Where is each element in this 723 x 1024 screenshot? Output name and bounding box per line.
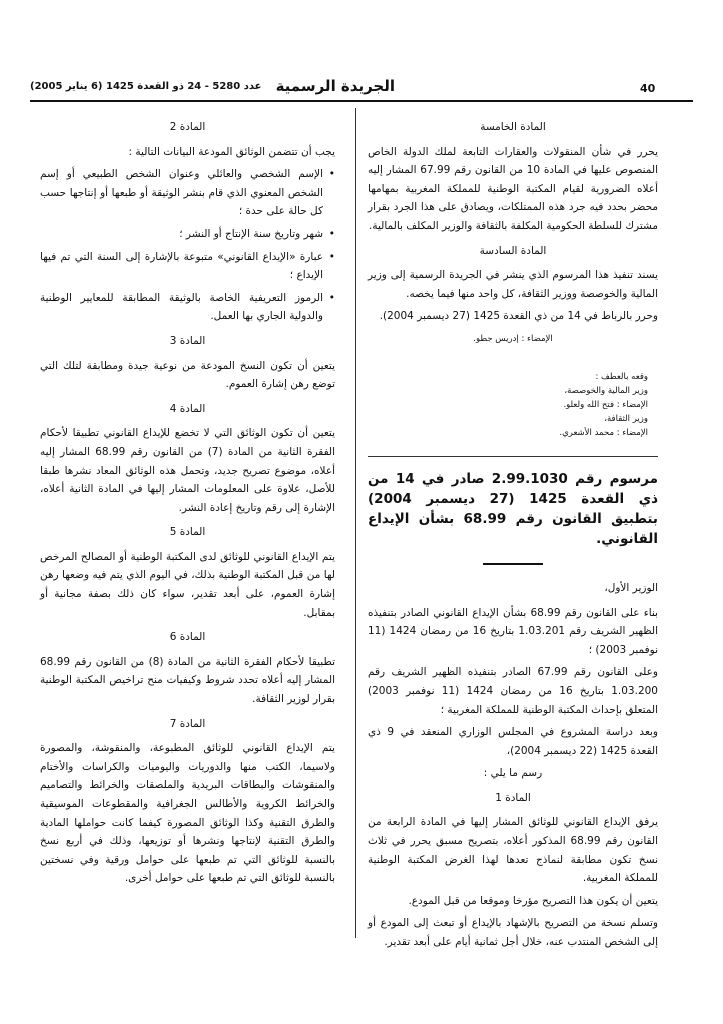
preamble-paragraph: بناء على القانون رقم 68.99 بشأن الإيداع القانوني الصادر بتنفيذه الظهير الشريف رقم 1.03.201 بتاريخ 16 من رمضان 1424 (11 نوفمبر 2003) ؛ bbox=[368, 606, 658, 656]
article-text: يتعين أن يكون هذا التصريح مؤرخا وموقعا من قبل المودع. bbox=[408, 894, 658, 907]
decree-title: مرسوم رقم 2.99.1030 صادر في 14 من ذي القعدة 1425 (27 ديسمبر 2004) بتطبيق القانون رقم 68.99 بشأن الإيداع القانوني. bbox=[368, 470, 658, 547]
article-heading: المادة 3 bbox=[169, 334, 206, 347]
list-item: • الإسم الشخصي والعائلي وعنوان الشخص الطبيعي أو إسم الشخص المعنوي الذي قام بنشر الوثيقة أو طبعها أو إنتاجها حسب كل حالة على حدة ؛ bbox=[40, 165, 323, 221]
article-heading: المادة 5 bbox=[169, 526, 206, 539]
article-heading: المادة السادسة bbox=[479, 244, 547, 257]
right-column bbox=[368, 112, 658, 956]
signature: الإمضاء : إدريس جطو. bbox=[473, 333, 553, 344]
page-number: 40 bbox=[640, 82, 656, 95]
title-rule bbox=[483, 563, 543, 565]
list-item: • شهر وتاريخ سنة الإنتاج أو النشر ؛ bbox=[40, 225, 323, 244]
article-heading: المادة 2 bbox=[169, 121, 206, 133]
countersign-block bbox=[368, 370, 658, 440]
article-heading: المادة 7 bbox=[169, 717, 206, 730]
preamble-paragraph: وعلى القانون رقم 67.99 الصادر بتنفيذه الظهير الشريف رقم 1.03.200 بتاريخ 16 من رمضان 1424 (11 نوفمبر 2003) المتعلق بإحداث المكتبة الوطنية للمملكة المغربية ؛ bbox=[368, 666, 658, 716]
journal-title: الجريدة الرسمية bbox=[275, 77, 395, 95]
decrees-line: رسم ما يلي : bbox=[483, 767, 543, 780]
article-heading: المادة الخامسة bbox=[480, 121, 546, 133]
article-list bbox=[40, 165, 335, 326]
dated-line: وحرر بالرباط في 14 من ذي القعدة 1425 (27 ديسمبر 2004). bbox=[379, 310, 658, 323]
article-heading: المادة 4 bbox=[169, 402, 206, 415]
section-separator bbox=[368, 456, 658, 457]
issue-line: عدد 5280 - 24 ذو القعدة 1425 (6 يناير 2005) bbox=[30, 81, 262, 92]
countersign-line: وقعه بالعطف : bbox=[595, 371, 648, 382]
list-item: • عبارة «الإيداع القانوني» متبوعة بالإشارة إلى السنة التي تم فيها الإيداع ؛ bbox=[40, 248, 323, 285]
column-divider bbox=[355, 108, 356, 938]
countersign-line: وزير المالية والخوصصة، bbox=[564, 385, 648, 396]
article-text: يتم الإيداع القانوني للوثائق لدى المكتبة الوطنية أو المصالح المرخص لها من قبل المكتبة الوطنية بذلك، في اليوم الذي يتم فيه وضعها رهن إشارة العموم، على أبعد تقدير، سواء كان ذلك بصفة مجانية أو بمقابل. bbox=[40, 550, 335, 619]
article-text: يجب أن تتضمن الوثائق المودعة البيانات التالية : bbox=[128, 145, 335, 158]
header-rule bbox=[30, 100, 693, 102]
article-text: يسند تنفيذ هذا المرسوم الذي ينشر في الجريدة الرسمية إلى وزير المالية والخوصصة ووزير الثقافة، كل واحد منها فيما يخصه. bbox=[368, 269, 658, 300]
article-text: تطبيقا لأحكام الفقرة الثانية من المادة (8) من القانون رقم 68.99 المشار إليه أعلاه تحدد شروط وكيفيات منح تراخيص المكتبة الوطنية بقرار لوزير الثقافة. bbox=[40, 655, 336, 706]
countersign-line: وزير الثقافة، bbox=[604, 413, 648, 424]
list-item: • الرموز التعريفية الخاصة بالوثيقة المطابقة للمعايير الوطنية والدولية الجاري بها العمل. bbox=[40, 289, 323, 326]
left-column bbox=[40, 112, 335, 892]
article-text: يرفق الإيداع القانوني للوثائق المشار إليها في المادة الرابعة من القانون رقم 68.99 المذكور أعلاه، بتصريح مسبق يحرر في ثلاث نسخ تكون مطابقة لنماذج تعدها لهذا الغرض المكتبة الوطنية للمملكة المغربية. bbox=[368, 816, 658, 885]
countersign-line: الإمضاء : فتح الله ولعلو. bbox=[563, 399, 648, 410]
article-text: وتسلم نسخة من التصريح بالإشهاد بالإيداع أو تبعث إلى المودع أو إلى الشخص المنتدب عنه، خلال أجل ثمانية أيام على أبعد تقدير. bbox=[368, 917, 658, 949]
article-text: يتعين أن تكون الوثائق التي لا تخضع للإيداع القانوني تطبيقا لأحكام الفقرة الثانية من المادة (7) من القانون رقم 68.99 المشار إليه أعلاه، موضوع تصريح جديد، وتحمل هذه الوثائق المعاد نشرها طبقا للأصل، علاوة على المعلومات المشار إليها في المادة الثانية أعلاه، الإشارة إلى رقم وتاريخ إعادة النشر. bbox=[40, 427, 336, 514]
article-heading: المادة 6 bbox=[169, 631, 206, 644]
article-text: يحرر في شأن المنقولات والعقارات التابعة لملك الدولة الخاص المنصوص عليها في المادة 10 من القانون رقم 67.99 المشار إليه أعلاه الضرورية لقيام المكتبة الوطنية للمملكة المغربية بمهامها محضر بحدد فيه جرد هذه الممتلكات، ويصادق على هذا الجرد بقرار مشترك للسلطة الحكومية المكلفة بالثقافة والوزير المكلف بالمالية. bbox=[368, 145, 658, 232]
preamble-paragraph: وبعد دراسة المشروع في المجلس الوزاري المنعقد في 9 ذي القعدة 1425 (22 ديسمبر 2004)، bbox=[368, 726, 659, 757]
page-header bbox=[30, 76, 693, 100]
article-text: يتم الإيداع القانوني للوثائق المطبوعة، والمنقوشة، والمصورة ولاسيما، الكتب منها والدوريات واليوميات والكراسات والأختام والمنقوشات والبطاقات البريدية والملصقات والخرائط والتصاميم والخرائط الكروية والأطالس الجغرافية والمقطوعات الموسيقية والطرق التقنية وكذا الوثائق المصورة كيفما كانت حواملها المادية والطرق التقنية لإنتاجها ونشرها أو توزيعها، وذلك في أربع نسخ بالنسبة للوثائق التي تم طبعها على حوامل ورقية وفي نسختين بالنسبة للوثائق التي تم طبعها على حوامل أخرى. bbox=[40, 742, 335, 885]
article-text: يتعين أن تكون النسخ المودعة من نوعية جيدة ومطابقة لتلك التي توضع رهن إشارة العموم. bbox=[40, 359, 335, 391]
minister-line: الوزير الأول، bbox=[604, 581, 658, 594]
article-heading: المادة 1 bbox=[495, 791, 531, 804]
countersign-line: الإمضاء : محمد الأشعري. bbox=[559, 427, 648, 438]
